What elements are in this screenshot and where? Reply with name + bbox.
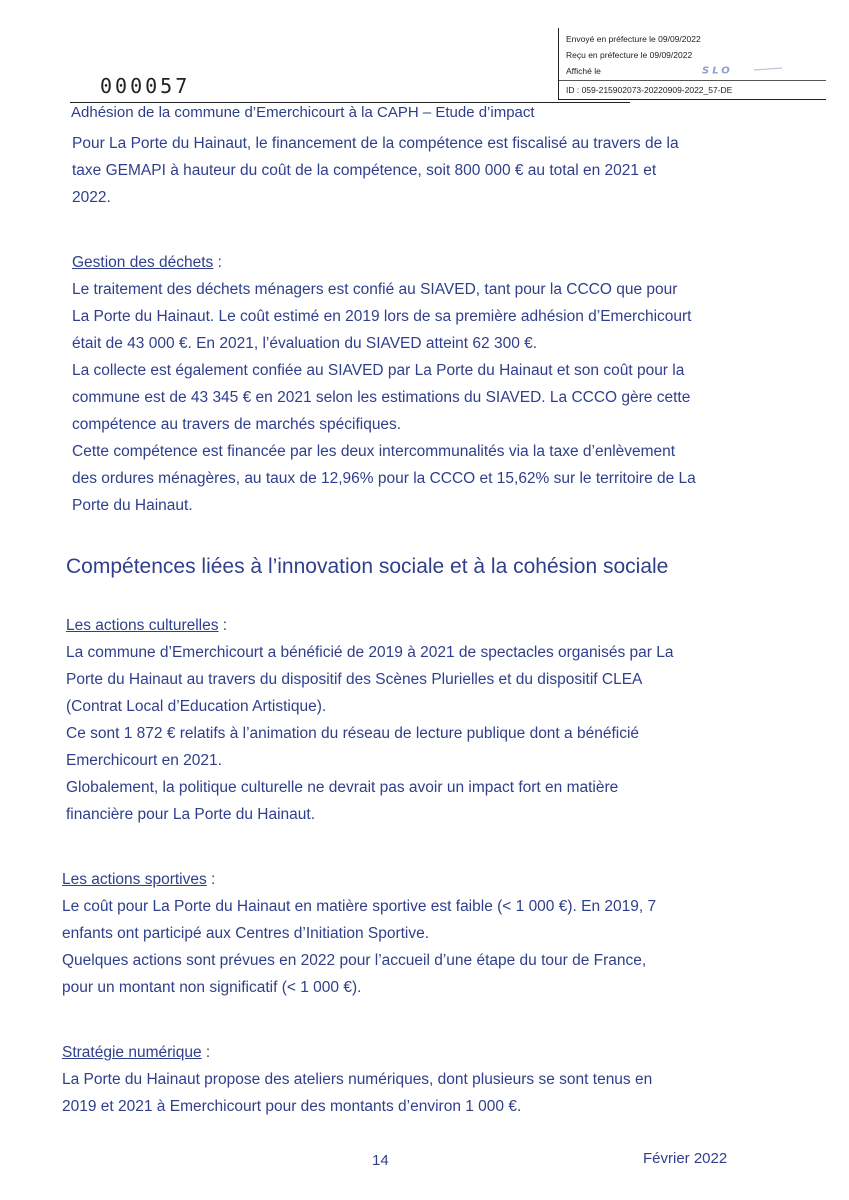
sport-line: pour un montant non significatif (< 1 000 €). bbox=[62, 979, 362, 996]
culture-line: Globalement, la politique culturelle ne devrait pas avoir un impact fort en matière bbox=[66, 779, 619, 796]
culture-section bbox=[62, 612, 782, 828]
dechets-line: compétence au travers de marchés spécifiques. bbox=[72, 416, 402, 433]
dechets-line: des ordures ménagères, au taux de 12,96% pour la CCCO et 15,62% sur le territoire de La bbox=[72, 470, 696, 487]
sport-colon: : bbox=[206, 871, 216, 888]
dechets-line: commune est de 43 345 € en 2021 selon les estimations du SIAVED. La CCCO gère cette bbox=[72, 389, 691, 406]
sport-line: enfants ont participé aux Centres d’Initiation Sportive. bbox=[62, 925, 430, 942]
sport-heading: Les actions sportives bbox=[62, 871, 207, 888]
numerique-line: 2019 et 2021 à Emerchicourt pour des montants d’environ 1 000 €. bbox=[62, 1098, 522, 1115]
intro-line: 2022. bbox=[72, 189, 111, 206]
sport-heading-line bbox=[62, 866, 782, 893]
dechets-line: Le traitement des déchets ménagers est confié au SIAVED, tant pour la CCCO que pour bbox=[72, 281, 678, 298]
dechets-line: La Porte du Hainaut. Le coût estimé en 2019 lors de sa première adhésion d’Emerchicourt bbox=[72, 308, 692, 325]
culture-line: La commune d’Emerchicourt a bénéficié de 2019 à 2021 de spectacles organisés par La bbox=[66, 644, 674, 661]
numerique-section bbox=[62, 1039, 782, 1120]
culture-line: Porte du Hainaut au travers du dispositif des Scènes Plurielles et du dispositif CLEA bbox=[66, 671, 643, 688]
sport-line: Le coût pour La Porte du Hainaut en matière sportive est faible (< 1 000 €). En 2019, 7 bbox=[62, 898, 657, 915]
numerique-heading-line bbox=[62, 1039, 782, 1066]
dechets-heading-line bbox=[72, 249, 782, 276]
numerique-colon: : bbox=[201, 1044, 211, 1061]
document-number: 000057 bbox=[100, 74, 191, 98]
culture-line: Ce sont 1 872 € relatifs à l’animation du réseau de lecture publique dont a bénéficié bbox=[66, 725, 640, 742]
header-title: Adhésion de la commune d’Emerchicourt à la CAPH – Etude d’impact bbox=[71, 104, 535, 121]
numerique-heading: Stratégie numérique bbox=[62, 1044, 202, 1061]
culture-line: financière pour La Porte du Hainaut. bbox=[66, 806, 316, 823]
stamp-sent: Envoyé en préfecture le 09/09/2022 bbox=[566, 34, 701, 44]
footer-date: Février 2022 bbox=[643, 1150, 728, 1167]
prefecture-stamp bbox=[558, 28, 826, 100]
numerique-line: La Porte du Hainaut propose des ateliers numériques, dont plusieurs se sont tenus en bbox=[62, 1071, 653, 1088]
culture-line: (Contrat Local d’Education Artistique). bbox=[66, 698, 327, 715]
section-title: Compétences liées à l’innovation sociale et à la cohésion sociale bbox=[66, 555, 669, 578]
culture-heading-line bbox=[66, 612, 782, 639]
dechets-heading: Gestion des déchets bbox=[72, 254, 214, 271]
stamp-received: Reçu en préfecture le 09/09/2022 bbox=[566, 50, 693, 60]
body-text bbox=[62, 130, 782, 1120]
dechets-colon: : bbox=[213, 254, 222, 271]
dechets-line: Cette compétence est financée par les deux intercommunalités via la taxe d’enlèvement bbox=[72, 443, 676, 460]
dechets-line: Porte du Hainaut. bbox=[72, 497, 193, 514]
dechets-line: La collecte est également confiée au SIAVED par La Porte du Hainaut et son coût pour la bbox=[72, 362, 685, 379]
stamp-posted: Affiché le bbox=[566, 66, 601, 76]
culture-heading: Les actions culturelles bbox=[66, 617, 219, 634]
sport-line: Quelques actions sont prévues en 2022 pour l’accueil d’une étape du tour de France, bbox=[62, 952, 647, 969]
stamp-id: ID : 059-215902073-20220909-2022_57-DE bbox=[559, 80, 826, 99]
header-rule bbox=[70, 102, 630, 103]
slo-logo bbox=[702, 65, 784, 75]
culture-line: Emerchicourt en 2021. bbox=[66, 752, 222, 769]
culture-colon: : bbox=[218, 617, 228, 634]
dechets-section bbox=[62, 249, 782, 519]
slo-logo-text: SLO bbox=[702, 65, 733, 75]
dechets-line: était de 43 000 €. En 2021, l’évaluation du SIAVED atteint 62 300 €. bbox=[72, 335, 538, 352]
sport-section bbox=[62, 866, 782, 1001]
intro-paragraph bbox=[62, 130, 782, 211]
page-number: 14 bbox=[372, 1152, 389, 1169]
intro-line: taxe GEMAPI à hauteur du coût de la compétence, soit 800 000 € au total en 2021 et bbox=[72, 162, 657, 179]
intro-line: Pour La Porte du Hainaut, le financement de la compétence est fiscalisé au travers de la bbox=[72, 135, 679, 152]
